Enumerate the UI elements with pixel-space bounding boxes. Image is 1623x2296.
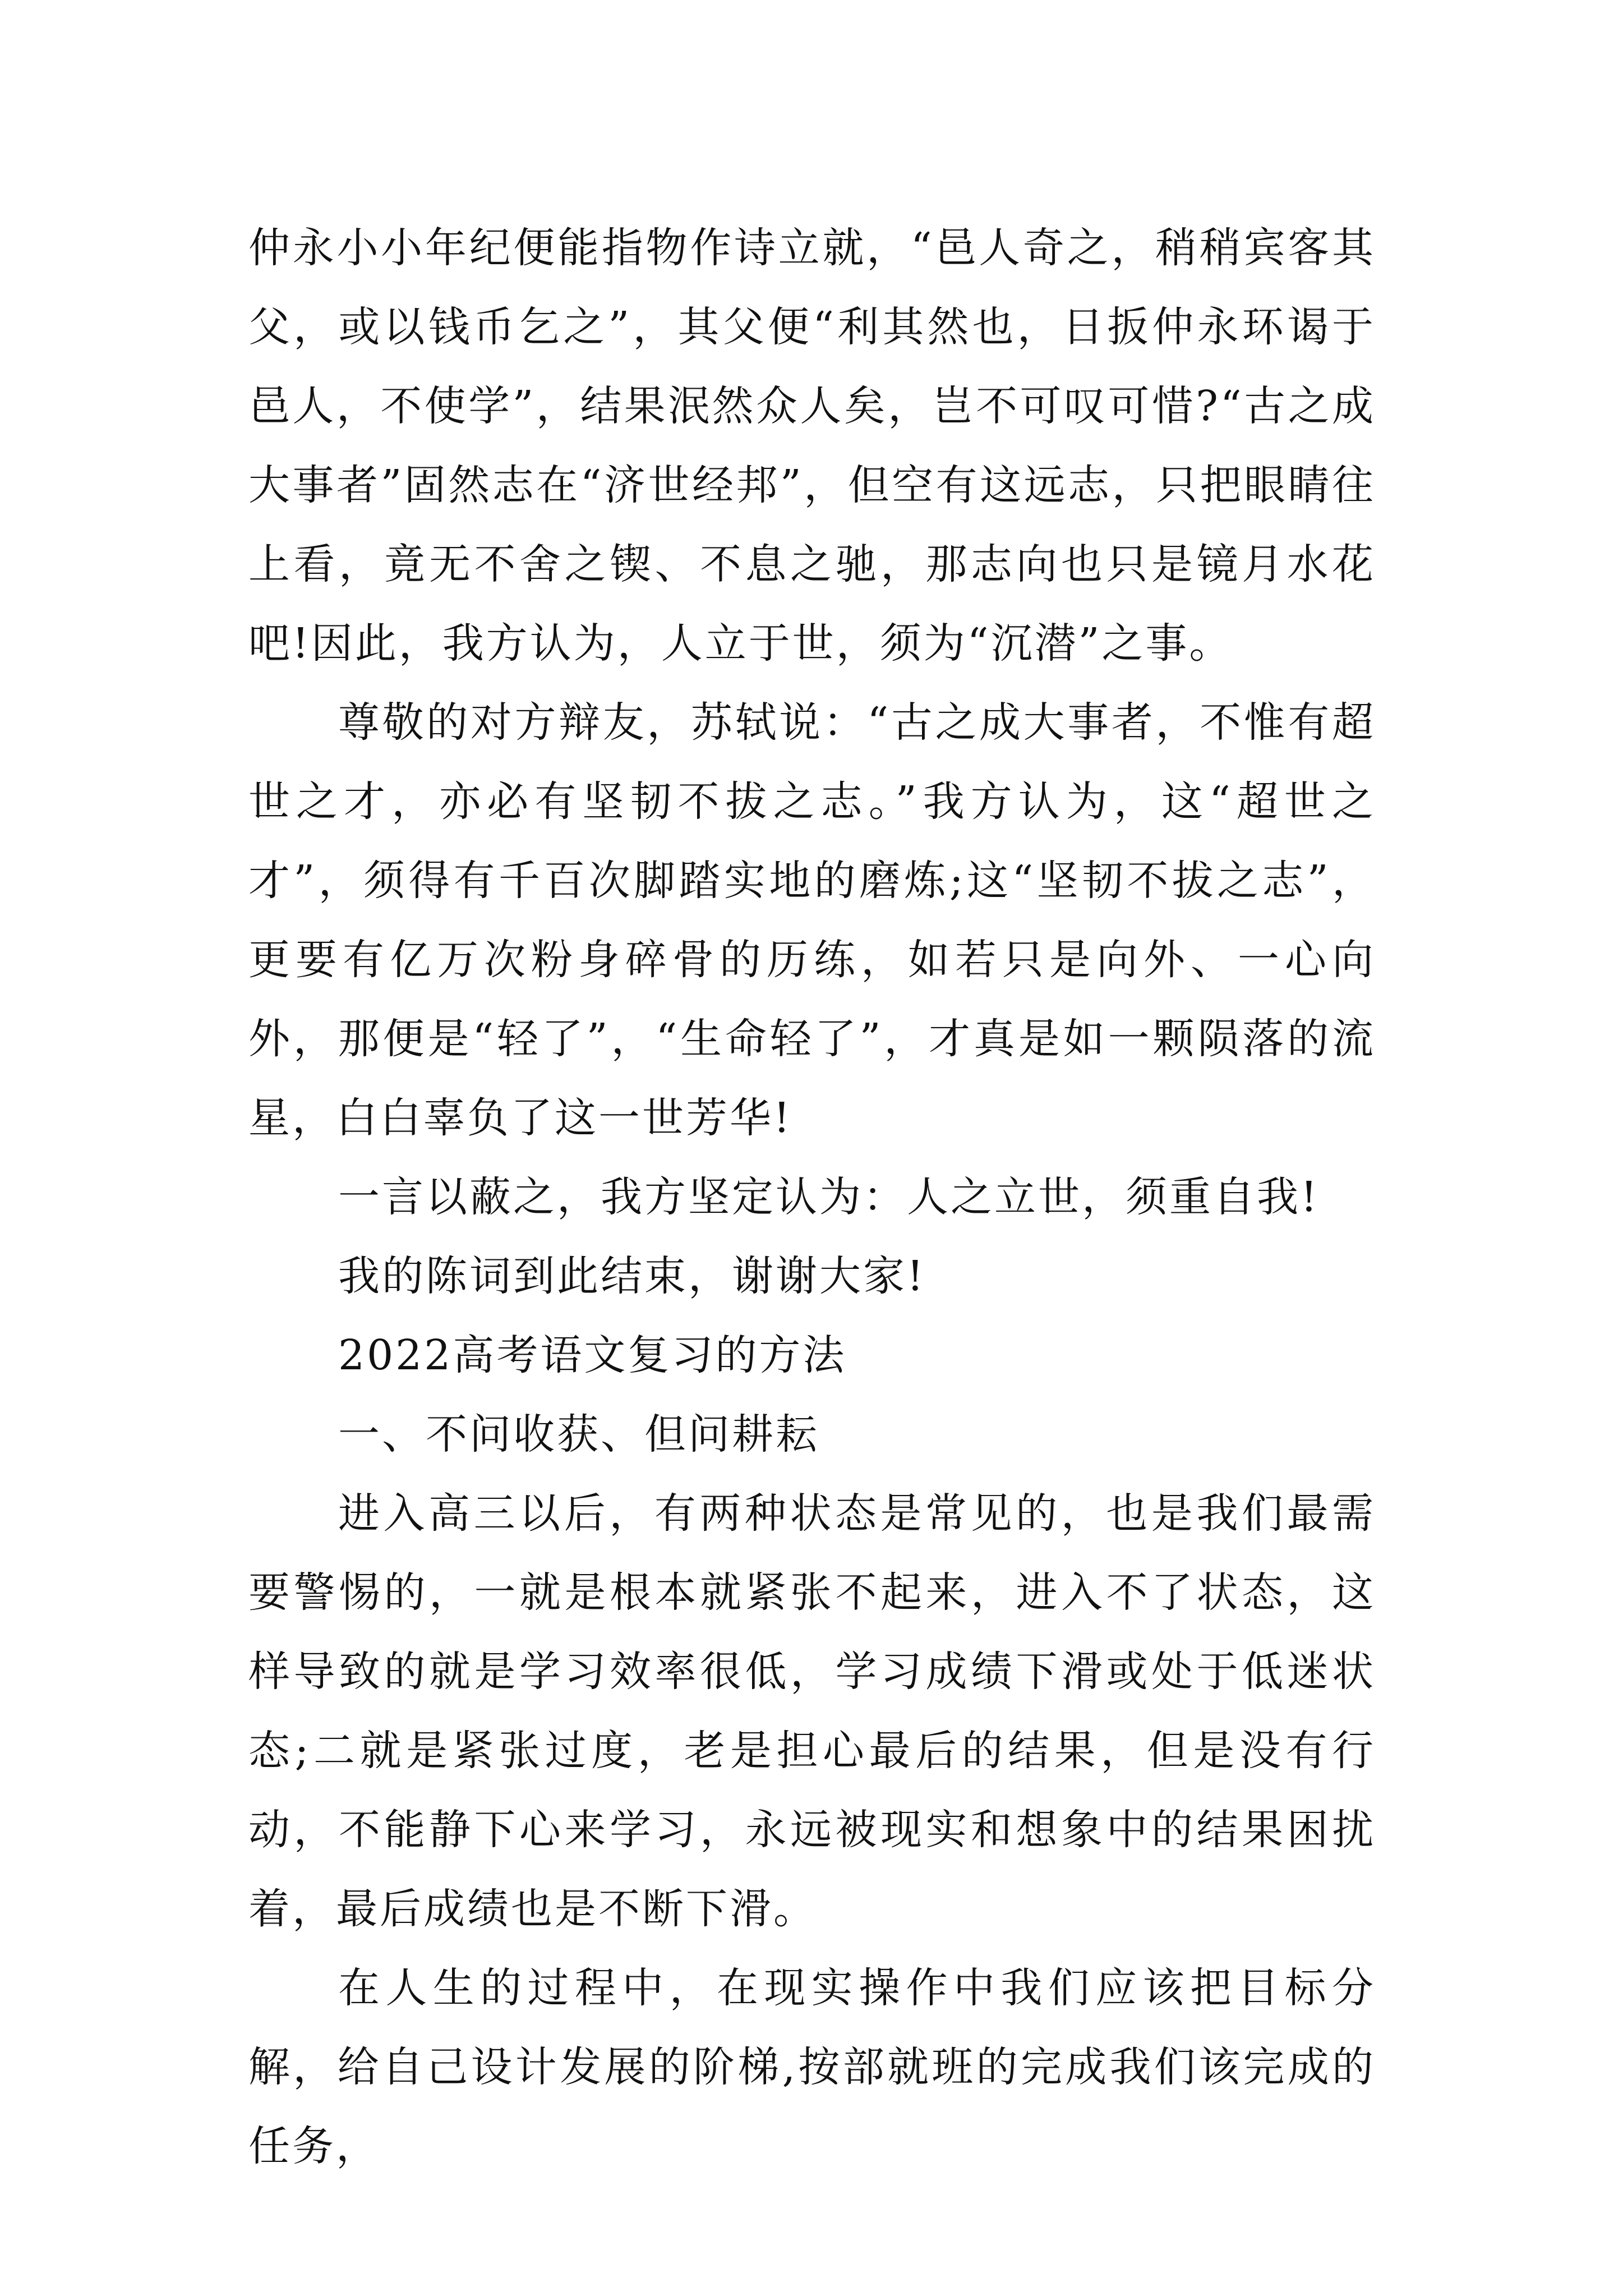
- section-heading-one: 一、不问收获、但问耕耘: [338, 1410, 819, 1458]
- paragraph-zhongyong: 仲永小小年纪便能指物作诗立就，“邑人奇之，稍稍宾客其父，或以钱币乞之”，其父便“利其然也，日扳仲永环谒于邑人，不使学”，结果泯然众人矣，岂不可叹可惜?“古之成大事者”固然志在“济世经邦”，但空有这远志，只把眼睛往上看，竟无不舍之锲、不息之驰，那志向也只是镜月水花吧!因此，我方认为，人立于世，须为“沉潜”之事。: [248, 224, 1376, 668]
- paragraph-closing: 我的陈词到此结束，谢谢大家!: [338, 1252, 926, 1300]
- paragraph-conclusion: 一言以蔽之，我方坚定认为：人之立世，须重自我!: [338, 1173, 1320, 1221]
- paragraph-sushi-quote: 尊敬的对方辩友，苏轼说：“古之成大事者，不惟有超世之才，亦必有坚韧不拔之志。”我方认为，这“超世之才”，须得有千百次脚踏实地的磨炼;这“坚韧不拔之志”，更要有亿万次粉身碎骨的历练，如若只是向外、一心向外，那便是“轻了”，“生命轻了”，才真是如一颗陨落的流星，白白辜负了这一世芳华!: [248, 698, 1376, 1142]
- paragraph-goal-breakdown: 在人生的过程中，在现实操作中我们应该把目标分解，给自己设计发展的阶梯,按部就班的完成我们该完成的任务，: [248, 1964, 1376, 2170]
- section-title: 2022高考语文复习的方法: [338, 1331, 847, 1379]
- paragraph-two-states: 进入高三以后，有两种状态是常见的，也是我们最需要警惕的，一就是根本就紧张不起来，进入不了状态，这样导致的就是学习效率很低，学习成绩下滑或处于低迷状态;二就是紧张过度，老是担心最后的结果，但是没有行动，不能静下心来学习，永远被现实和想象中的结果困扰着，最后成绩也是不断下滑。: [248, 1489, 1376, 1933]
- document-body: [248, 209, 1376, 2186]
